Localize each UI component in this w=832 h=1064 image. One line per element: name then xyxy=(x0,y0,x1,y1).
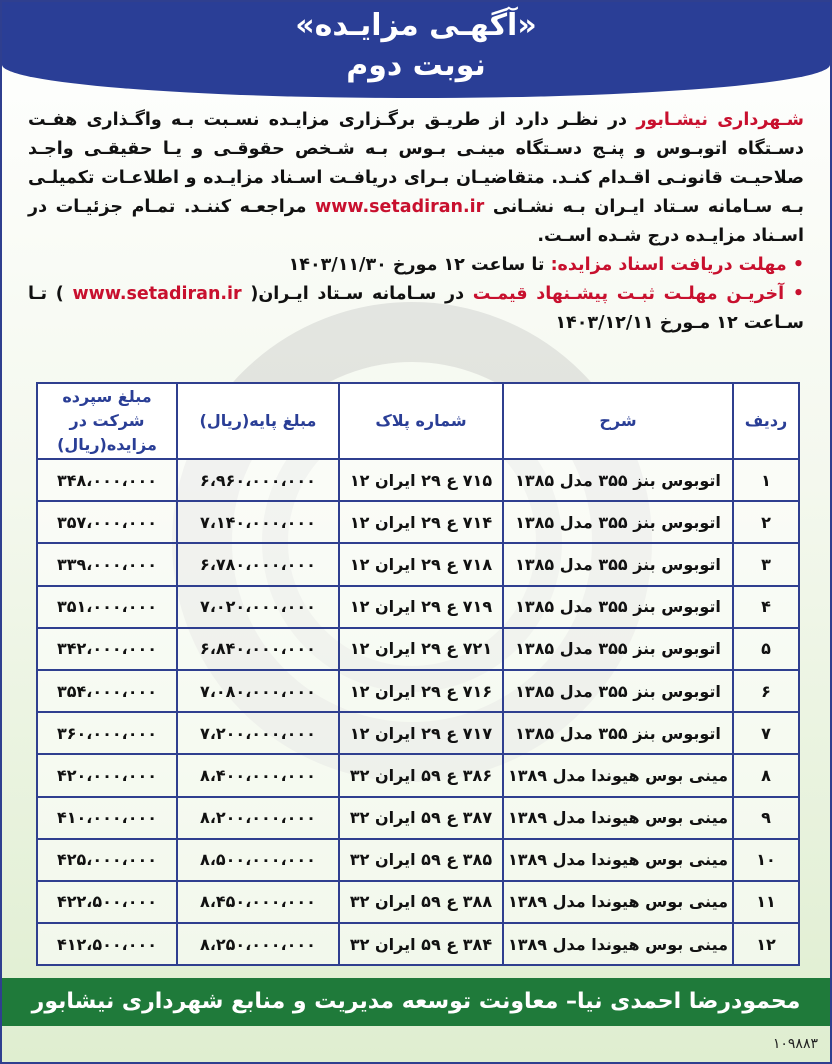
row-plate: ۳۸۴ ع ۵۹ ایران ۳۲ xyxy=(339,923,503,965)
row-description: مینی بوس هیوندا مدل ۱۳۸۹ xyxy=(503,881,733,923)
ad-code: ۱۰۹۸۸۳ xyxy=(772,1036,818,1052)
row-number: ۷ xyxy=(733,712,799,754)
row-plate: ۳۸۷ ع ۵۹ ایران ۳۲ xyxy=(339,797,503,839)
row-number: ۵ xyxy=(733,628,799,670)
row-base-price: ۶،۹۶۰،۰۰۰،۰۰۰ xyxy=(177,459,339,501)
bullet-icon: • xyxy=(792,284,804,304)
row-description: مینی بوس هیوندا مدل ۱۳۸۹ xyxy=(503,754,733,796)
row-deposit: ۴۲۲،۵۰۰،۰۰۰ xyxy=(37,881,177,923)
table-row xyxy=(37,881,799,923)
row-plate: ۷۱۵ ع ۲۹ ایران ۱۲ xyxy=(339,459,503,501)
table-row xyxy=(37,628,799,670)
row-description: مینی بوس هیوندا مدل ۱۳۸۹ xyxy=(503,797,733,839)
row-base-price: ۷،۰۲۰،۰۰۰،۰۰۰ xyxy=(177,586,339,628)
table-row xyxy=(37,459,799,501)
table-row xyxy=(37,797,799,839)
row-plate: ۷۱۸ ع ۲۹ ایران ۱۲ xyxy=(339,543,503,585)
row-description: مینی بوس هیوندا مدل ۱۳۸۹ xyxy=(503,839,733,881)
row-deposit: ۳۵۷،۰۰۰،۰۰۰ xyxy=(37,501,177,543)
row-deposit: ۴۲۵،۰۰۰،۰۰۰ xyxy=(37,839,177,881)
row-deposit: ۳۵۱،۰۰۰،۰۰۰ xyxy=(37,586,177,628)
deadline-documents-label: مهلت دریافت اسناد مزایده: xyxy=(550,255,787,275)
col-deposit: مبلغ سپرده شرکت در مزایده(ریال) xyxy=(37,383,177,459)
deadline-bids-text-2: ) تـا سـاعت ۱۲ مـورخ ۱۴۰۳/۱۲/۱۱ xyxy=(28,284,804,333)
org-name: شـهرداری نیشـابور xyxy=(636,110,804,130)
row-number: ۱۰ xyxy=(733,839,799,881)
row-deposit: ۴۲۰،۰۰۰،۰۰۰ xyxy=(37,754,177,796)
signature-bar: محمودرضا احمدی نیا– معاونت توسعه مدیریت و منابع شهرداری نیشابور xyxy=(2,978,830,1026)
row-base-price: ۸،۴۵۰،۰۰۰،۰۰۰ xyxy=(177,881,339,923)
row-deposit: ۳۴۲،۰۰۰،۰۰۰ xyxy=(37,628,177,670)
row-base-price: ۸،۲۰۰،۰۰۰،۰۰۰ xyxy=(177,797,339,839)
row-deposit: ۴۱۲،۵۰۰،۰۰۰ xyxy=(37,923,177,965)
row-deposit: ۳۵۴،۰۰۰،۰۰۰ xyxy=(37,670,177,712)
row-number: ۲ xyxy=(733,501,799,543)
notice-subtitle: نوبت دوم xyxy=(346,48,486,83)
table-row xyxy=(37,839,799,881)
table-row xyxy=(37,670,799,712)
row-plate: ۷۱۹ ع ۲۹ ایران ۱۲ xyxy=(339,586,503,628)
table-row xyxy=(37,754,799,796)
row-number: ۱۲ xyxy=(733,923,799,965)
deadline-bids xyxy=(28,280,804,338)
row-number: ۹ xyxy=(733,797,799,839)
notice-title: «آگهـی مزایـده» xyxy=(295,8,537,43)
row-number: ۸ xyxy=(733,754,799,796)
row-number: ۳ xyxy=(733,543,799,585)
table-row xyxy=(37,543,799,585)
deadline-documents-value: تا ساعت ۱۲ مورخ ۱۴۰۳/۱۱/۳۰ xyxy=(288,255,551,275)
row-plate: ۷۱۷ ع ۲۹ ایران ۱۲ xyxy=(339,712,503,754)
table-row xyxy=(37,712,799,754)
header-banner xyxy=(2,2,830,98)
row-plate: ۳۸۶ ع ۵۹ ایران ۳۲ xyxy=(339,754,503,796)
table-header-row xyxy=(37,383,799,459)
row-base-price: ۶،۷۸۰،۰۰۰،۰۰۰ xyxy=(177,543,339,585)
row-description: اتوبوس بنز ۳۵۵ مدل ۱۳۸۵ xyxy=(503,586,733,628)
row-number: ۱۱ xyxy=(733,881,799,923)
row-plate: ۷۱۴ ع ۲۹ ایران ۱۲ xyxy=(339,501,503,543)
row-base-price: ۸،۵۰۰،۰۰۰،۰۰۰ xyxy=(177,839,339,881)
row-base-price: ۷،۰۸۰،۰۰۰،۰۰۰ xyxy=(177,670,339,712)
col-description: شرح xyxy=(503,383,733,459)
deadline-documents xyxy=(28,251,804,280)
row-description: اتوبوس بنز ۳۵۵ مدل ۱۳۸۵ xyxy=(503,501,733,543)
row-plate: ۳۸۵ ع ۵۹ ایران ۳۲ xyxy=(339,839,503,881)
table-row xyxy=(37,501,799,543)
row-deposit: ۳۶۰،۰۰۰،۰۰۰ xyxy=(37,712,177,754)
intro-paragraph xyxy=(28,106,804,251)
row-description: اتوبوس بنز ۳۵۵ مدل ۱۳۸۵ xyxy=(503,459,733,501)
row-base-price: ۸،۴۰۰،۰۰۰،۰۰۰ xyxy=(177,754,339,796)
deadline-bids-text-1: در سـامانه سـتاد ایـران( xyxy=(241,284,473,304)
row-number: ۱ xyxy=(733,459,799,501)
table-row xyxy=(37,586,799,628)
row-description: اتوبوس بنز ۳۵۵ مدل ۱۳۸۵ xyxy=(503,543,733,585)
row-base-price: ۷،۲۰۰،۰۰۰،۰۰۰ xyxy=(177,712,339,754)
row-plate: ۷۱۶ ع ۲۹ ایران ۱۲ xyxy=(339,670,503,712)
deadline-bids-label: آخریـن مهلـت ثبـت پیشـنهاد قیمـت xyxy=(472,284,785,304)
row-description: اتوبوس بنز ۳۵۵ مدل ۱۳۸۵ xyxy=(503,628,733,670)
row-description: اتوبوس بنز ۳۵۵ مدل ۱۳۸۵ xyxy=(503,712,733,754)
vehicles-table xyxy=(36,382,800,966)
row-description: مینی بوس هیوندا مدل ۱۳۸۹ xyxy=(503,923,733,965)
row-deposit: ۳۳۹،۰۰۰،۰۰۰ xyxy=(37,543,177,585)
row-plate: ۳۸۸ ع ۵۹ ایران ۳۲ xyxy=(339,881,503,923)
setad-link[interactable]: www.setadiran.ir xyxy=(315,197,485,217)
row-deposit: ۴۱۰،۰۰۰،۰۰۰ xyxy=(37,797,177,839)
row-number: ۴ xyxy=(733,586,799,628)
setad-link-2[interactable]: www.setadiran.ir xyxy=(72,284,242,304)
intro-text-1: در نظـر دارد از طریـق برگـزاری مزایـده نسـبت بـه واگـذاری هفـت دسـتگاه اتوبـوس و پنـج دسـتگاه مینـی بـوس بـه شـخص حقوقـی و یـا حقیقـی واجـد صلاحیـت قانونـی اقـدام کنـد. متقاضیـان بـرای دریافـت اسـناد مزایـده و اطلاعـات تکمیلـی بـه سـامانه سـتاد ایـران بـه نشـانی xyxy=(28,110,804,217)
col-row-number: ردیف xyxy=(733,383,799,459)
row-deposit: ۳۴۸،۰۰۰،۰۰۰ xyxy=(37,459,177,501)
row-plate: ۷۲۱ ع ۲۹ ایران ۱۲ xyxy=(339,628,503,670)
row-base-price: ۶،۸۴۰،۰۰۰،۰۰۰ xyxy=(177,628,339,670)
col-plate: شماره پلاک xyxy=(339,383,503,459)
col-base-price: مبلغ پایه(ریال) xyxy=(177,383,339,459)
row-base-price: ۸،۲۵۰،۰۰۰،۰۰۰ xyxy=(177,923,339,965)
notice-body xyxy=(28,106,804,338)
intro-text-2: مراجعـه کننـد. تمـام جزئیـات در اسـناد مزایـده درج شـده اسـت. xyxy=(28,197,804,246)
bullet-icon: • xyxy=(792,255,804,275)
row-number: ۶ xyxy=(733,670,799,712)
row-description: اتوبوس بنز ۳۵۵ مدل ۱۳۸۵ xyxy=(503,670,733,712)
table-row xyxy=(37,923,799,965)
row-base-price: ۷،۱۴۰،۰۰۰،۰۰۰ xyxy=(177,501,339,543)
